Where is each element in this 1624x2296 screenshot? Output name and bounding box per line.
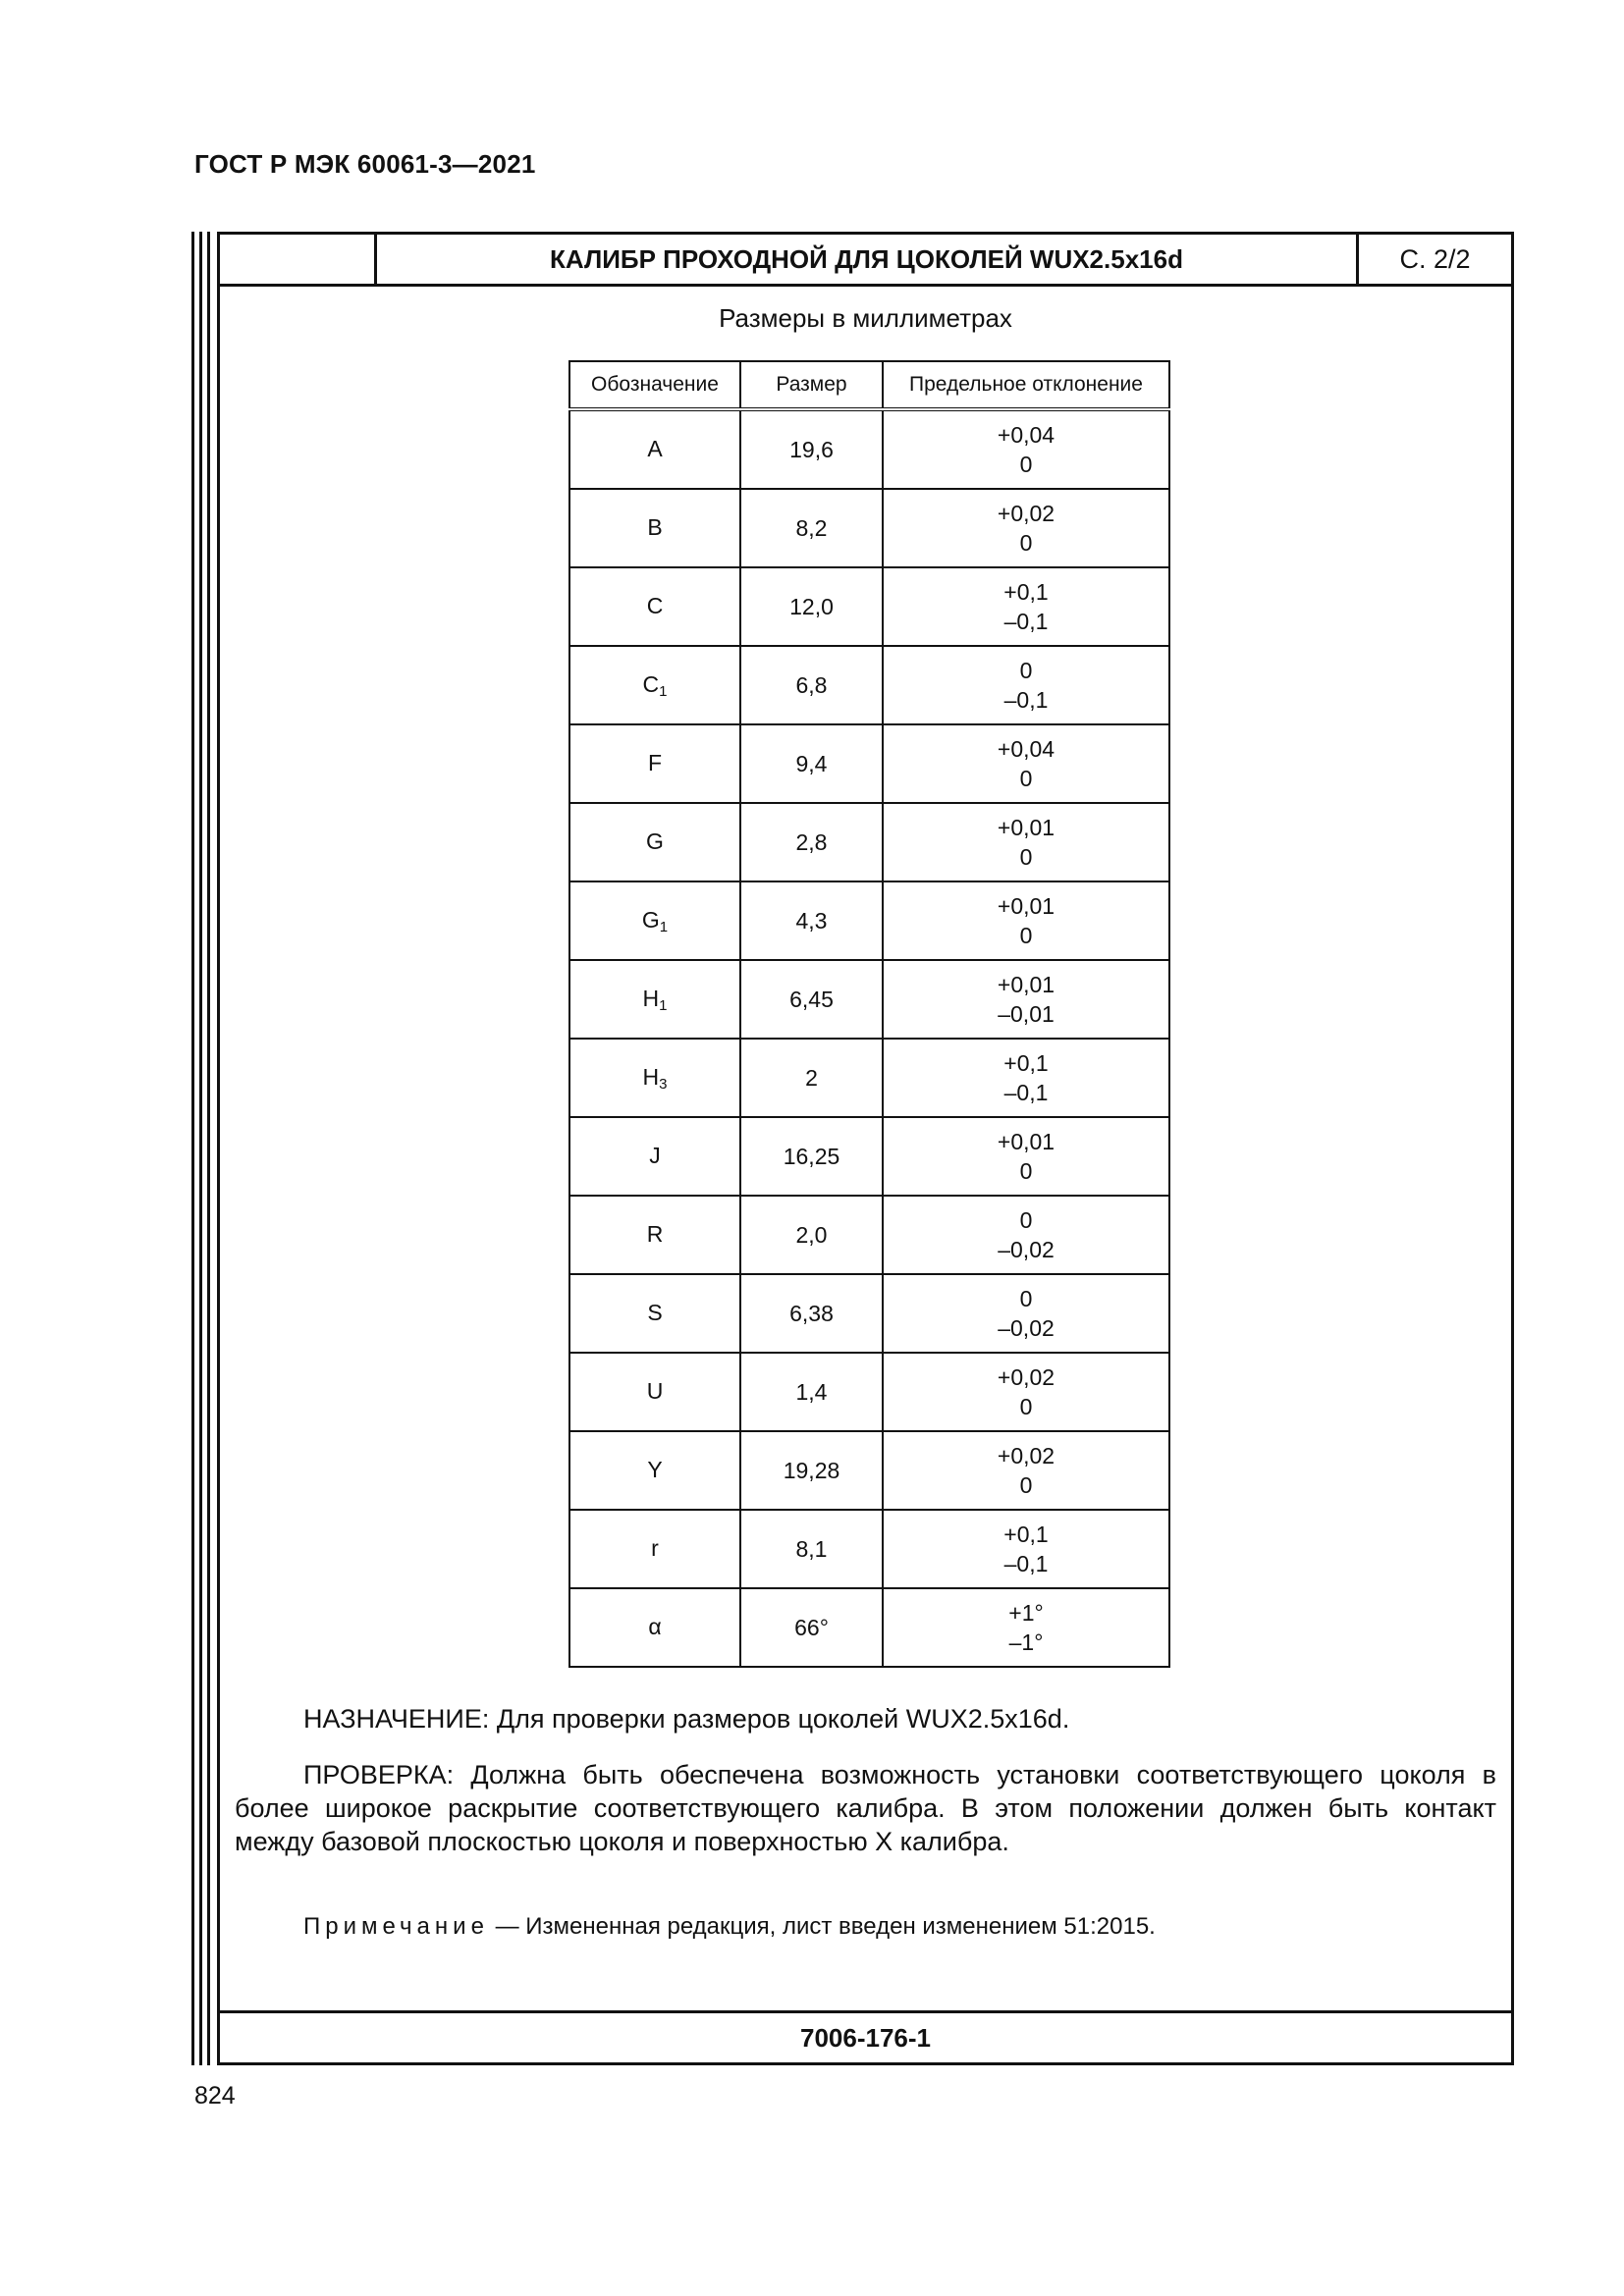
cell-symbol bbox=[569, 881, 740, 960]
margin-rule bbox=[199, 232, 202, 2065]
deviation-lower: 0 bbox=[1019, 844, 1033, 870]
cell-deviation bbox=[883, 724, 1169, 803]
note-label: Примечание bbox=[303, 1913, 489, 1940]
cell-size: 6,8 bbox=[740, 646, 883, 724]
cell-size: 2,8 bbox=[740, 803, 883, 881]
cell-deviation bbox=[883, 489, 1169, 567]
sheet-page: С. 2/2 bbox=[1399, 244, 1471, 274]
cell-deviation bbox=[883, 1196, 1169, 1274]
cell-size: 19,6 bbox=[740, 409, 883, 489]
sheet-title-row bbox=[220, 235, 1511, 287]
cell-deviation bbox=[883, 1431, 1169, 1510]
cell-size: 6,45 bbox=[740, 960, 883, 1039]
deviation-lower: 0 bbox=[1019, 452, 1033, 477]
cell-symbol bbox=[569, 1039, 740, 1117]
page-number: 824 bbox=[194, 2082, 236, 2109]
table-row bbox=[569, 960, 1169, 1039]
symbol-subscript: 1 bbox=[659, 918, 669, 935]
check-text: ПРОВЕРКА: Должна быть обеспечена возможность установки соответствующего цоколя в более широкое раскрытие соответствующего калибра. В этом положении должен быть контакт между базовой плоскостью цоколя и поверхностью X калибра. bbox=[235, 1760, 1496, 1856]
deviation-upper: +0,04 bbox=[997, 422, 1056, 448]
cell-symbol bbox=[569, 409, 740, 489]
table-row bbox=[569, 1353, 1169, 1431]
cell-deviation bbox=[883, 1353, 1169, 1431]
dimensions-table bbox=[568, 360, 1170, 1668]
deviation-lower: 0 bbox=[1019, 766, 1033, 791]
cell-size: 1,4 bbox=[740, 1353, 883, 1431]
table-row bbox=[569, 1274, 1169, 1353]
symbol-letter: U bbox=[646, 1377, 664, 1404]
deviation-lower: 0 bbox=[1019, 1472, 1033, 1498]
symbol-subscript: 3 bbox=[659, 1075, 668, 1093]
cell-size: 9,4 bbox=[740, 724, 883, 803]
cell-deviation bbox=[883, 803, 1169, 881]
purpose-text: НАЗНАЧЕНИЕ: Для проверки размеров цоколей WUX2.5x16d. bbox=[303, 1704, 1070, 1734]
deviation-lower: –0,01 bbox=[998, 1001, 1055, 1027]
deviation-upper: +0,01 bbox=[997, 1129, 1056, 1154]
symbol-letter: F bbox=[647, 749, 663, 775]
note bbox=[303, 1913, 1156, 1941]
symbol-letter: α bbox=[648, 1613, 662, 1639]
cell-symbol bbox=[569, 1510, 740, 1588]
symbol-letter: C bbox=[642, 670, 660, 697]
cell-symbol bbox=[569, 1117, 740, 1196]
cell-deviation bbox=[883, 646, 1169, 724]
symbol-letter: S bbox=[647, 1299, 663, 1325]
symbol-letter: A bbox=[647, 435, 663, 461]
cell-symbol bbox=[569, 1274, 740, 1353]
cell-symbol bbox=[569, 489, 740, 567]
deviation-lower: –0,02 bbox=[998, 1315, 1055, 1341]
cell-deviation bbox=[883, 1510, 1169, 1588]
deviation-lower: –0,1 bbox=[1003, 1551, 1049, 1576]
deviation-lower: –0,1 bbox=[1003, 609, 1049, 634]
standard-designation: ГОСТ Р МЭК 60061-3—2021 bbox=[194, 149, 536, 179]
table-row bbox=[569, 1196, 1169, 1274]
sheet-frame bbox=[217, 232, 1514, 2065]
cell-size: 2,0 bbox=[740, 1196, 883, 1274]
table-row bbox=[569, 1588, 1169, 1667]
deviation-lower: –0,1 bbox=[1003, 1080, 1049, 1105]
margin-rule bbox=[207, 232, 210, 2065]
cell-size: 19,28 bbox=[740, 1431, 883, 1510]
deviation-upper: 0 bbox=[1019, 1286, 1033, 1311]
deviation-lower: 0 bbox=[1019, 530, 1033, 556]
cell-deviation bbox=[883, 567, 1169, 646]
symbol-letter: J bbox=[649, 1142, 661, 1168]
cell-symbol bbox=[569, 1431, 740, 1510]
deviation-upper: +0,04 bbox=[997, 736, 1056, 762]
symbol-letter: G bbox=[641, 906, 660, 933]
cell-size: 16,25 bbox=[740, 1117, 883, 1196]
table-row bbox=[569, 646, 1169, 724]
title-blank-cell bbox=[220, 235, 377, 284]
col-header-deviation: Предельное отклонение bbox=[883, 361, 1169, 409]
deviation-upper: 0 bbox=[1019, 658, 1033, 683]
symbol-letter: B bbox=[647, 513, 663, 540]
table-row bbox=[569, 1431, 1169, 1510]
deviation-upper: +0,02 bbox=[997, 1364, 1056, 1390]
deviation-lower: –0,02 bbox=[998, 1237, 1055, 1262]
deviation-upper: +1° bbox=[1008, 1600, 1044, 1626]
deviation-lower: 0 bbox=[1019, 1394, 1033, 1419]
table-row bbox=[569, 1510, 1169, 1588]
sheet-code: 7006-176-1 bbox=[220, 2010, 1511, 2062]
cell-deviation bbox=[883, 1117, 1169, 1196]
symbol-letter: Y bbox=[647, 1456, 663, 1482]
cell-deviation bbox=[883, 881, 1169, 960]
symbol-letter: C bbox=[646, 592, 664, 618]
table-row bbox=[569, 881, 1169, 960]
table-row bbox=[569, 1039, 1169, 1117]
units-caption: Размеры в миллиметрах bbox=[719, 303, 1012, 333]
symbol-letter: R bbox=[646, 1220, 664, 1247]
col-header-symbol: Обозначение bbox=[569, 361, 740, 409]
cell-deviation bbox=[883, 1039, 1169, 1117]
cell-symbol bbox=[569, 803, 740, 881]
cell-size: 4,3 bbox=[740, 881, 883, 960]
deviation-lower: –0,1 bbox=[1003, 687, 1049, 713]
cell-size: 8,2 bbox=[740, 489, 883, 567]
margin-rule bbox=[191, 232, 194, 2065]
cell-symbol bbox=[569, 724, 740, 803]
sheet-title: КАЛИБР ПРОХОДНОЙ ДЛЯ ЦОКОЛЕЙ WUX2.5x16d bbox=[377, 235, 1359, 284]
table-row bbox=[569, 803, 1169, 881]
cell-size: 66° bbox=[740, 1588, 883, 1667]
deviation-upper: +0,1 bbox=[1003, 579, 1049, 605]
symbol-subscript: 1 bbox=[659, 682, 668, 700]
symbol-letter: H bbox=[642, 1063, 660, 1090]
cell-size: 8,1 bbox=[740, 1510, 883, 1588]
symbol-letter: H bbox=[642, 985, 660, 1011]
table-row bbox=[569, 567, 1169, 646]
symbol-letter: r bbox=[651, 1534, 659, 1561]
deviation-upper: +0,01 bbox=[997, 972, 1056, 997]
cell-size: 2 bbox=[740, 1039, 883, 1117]
deviation-upper: +0,1 bbox=[1003, 1050, 1049, 1076]
deviation-upper: +0,02 bbox=[997, 1443, 1056, 1468]
deviation-lower: 0 bbox=[1019, 923, 1033, 948]
deviation-upper: +0,1 bbox=[1003, 1522, 1049, 1547]
cell-deviation bbox=[883, 409, 1169, 489]
symbol-letter: G bbox=[646, 828, 664, 854]
deviation-upper: +0,01 bbox=[997, 893, 1056, 919]
cell-size: 6,38 bbox=[740, 1274, 883, 1353]
deviation-upper: +0,01 bbox=[997, 815, 1056, 840]
cell-symbol bbox=[569, 646, 740, 724]
cell-size: 12,0 bbox=[740, 567, 883, 646]
table-row bbox=[569, 1117, 1169, 1196]
deviation-upper: 0 bbox=[1019, 1207, 1033, 1233]
cell-symbol bbox=[569, 1196, 740, 1274]
note-text: — Измененная редакция, лист введен изменением 51:2015. bbox=[488, 1913, 1156, 1940]
table-row bbox=[569, 489, 1169, 567]
cell-symbol bbox=[569, 1353, 740, 1431]
col-header-size: Размер bbox=[740, 361, 883, 409]
table-row bbox=[569, 409, 1169, 489]
cell-symbol bbox=[569, 960, 740, 1039]
symbol-subscript: 1 bbox=[659, 996, 668, 1014]
cell-symbol bbox=[569, 567, 740, 646]
deviation-lower: –1° bbox=[1008, 1629, 1044, 1655]
table-row bbox=[569, 724, 1169, 803]
cell-deviation bbox=[883, 960, 1169, 1039]
cell-deviation bbox=[883, 1274, 1169, 1353]
deviation-lower: 0 bbox=[1019, 1158, 1033, 1184]
deviation-upper: +0,02 bbox=[997, 501, 1056, 526]
cell-symbol bbox=[569, 1588, 740, 1667]
table-body bbox=[569, 409, 1169, 1667]
cell-deviation bbox=[883, 1588, 1169, 1667]
table-header-row bbox=[569, 361, 1169, 409]
